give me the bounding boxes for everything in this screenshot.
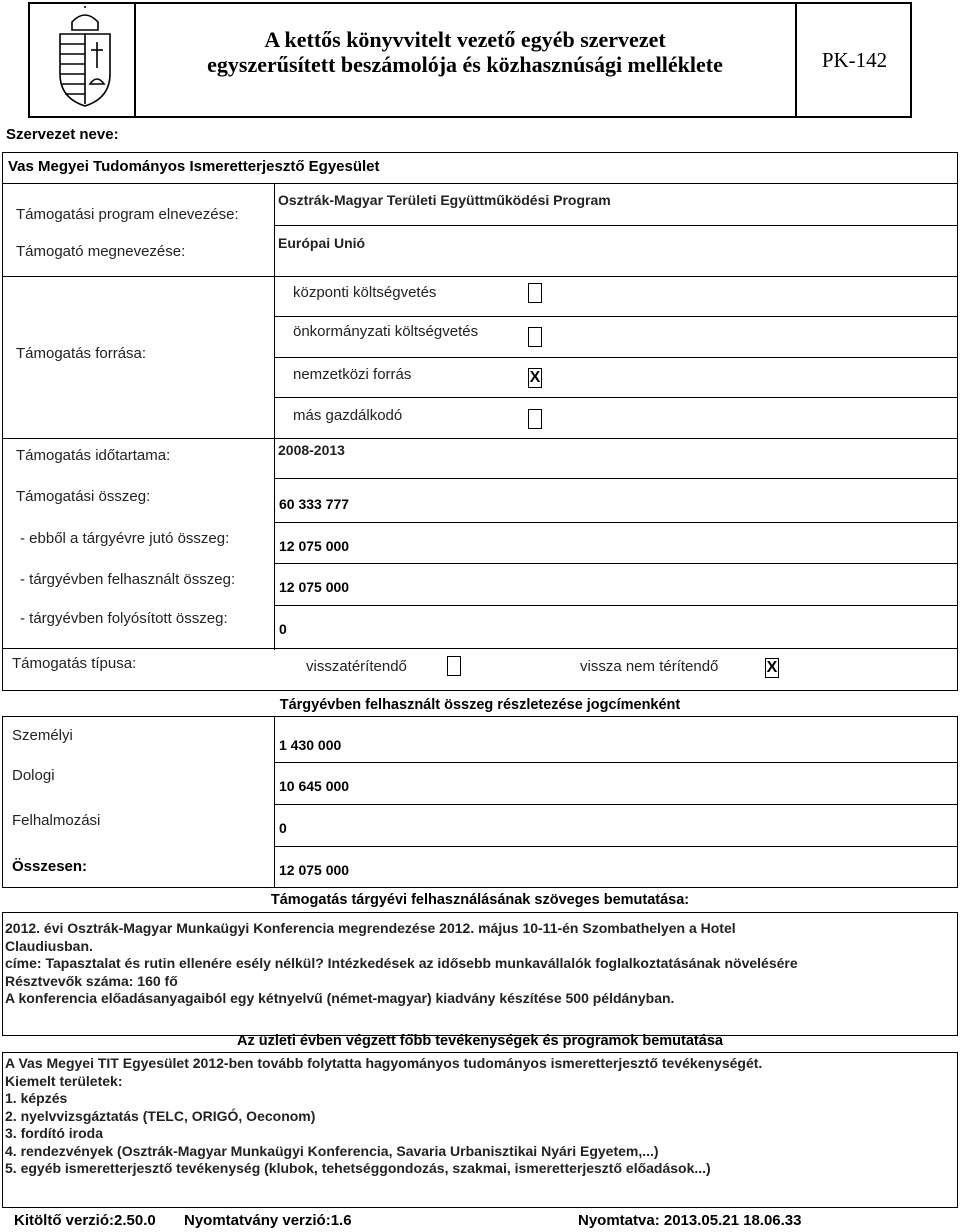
breakdown-heading: Tárgyévben felhasznált összeg részletezése jogcímenként <box>279 697 681 713</box>
footer-printed: Nyomtatva: 2013.05.21 18.06.33 <box>578 1212 802 1229</box>
activities-line: 2. nyelvvizsgáztatás (TELC, ORIGÓ, Oeconom) <box>5 1107 316 1124</box>
checkbox-municipal[interactable] <box>528 327 542 347</box>
duration-label: Támogatás időtartama: <box>16 447 171 464</box>
activities-line: A Vas Megyei TIT Egyesület 2012-ben tovább folytatta hagyományos tudományos ismeretterjesztő tevékenységét. <box>5 1055 763 1071</box>
usage-line: Résztvevők száma: 160 fő <box>5 972 178 989</box>
checkbox-other[interactable] <box>528 409 542 429</box>
breakdown-label-personal: Személyi <box>12 727 73 744</box>
org-label: Szervezet neve: <box>6 126 119 143</box>
activities-line: 3. fordító iroda <box>5 1125 103 1141</box>
breakdown-value-personal: 1 430 000 <box>279 737 342 753</box>
usage-line: 2012. évi Osztrák-Magyar Munkaügyi Konferencia megrendezése 2012. május 10-11-én Szombathelyen a Hotel <box>5 920 736 936</box>
form-title <box>136 27 794 77</box>
duration-value: 2008-2013 <box>278 442 345 458</box>
amount-label-disbursed: - tárgyévben folyósított összeg: <box>20 610 228 627</box>
amount-label-total: Támogatási összeg: <box>16 488 151 505</box>
checkbox-nonrefundable[interactable]: X <box>766 659 778 676</box>
activities-line: Kiemelt területek: <box>5 1072 123 1089</box>
activities-line: 4. rendezvények (Osztrák-Magyar Munkaügyi Konferencia, Savaria Urbanisztikai Nyári Egyetem,...) <box>5 1142 659 1159</box>
amount-label-year: - ebből a tárgyévre jutó összeg: <box>20 530 230 547</box>
amount-value-total: 60 333 777 <box>279 496 350 512</box>
coat-of-arms-icon <box>52 6 118 110</box>
amount-value-year: 12 075 000 <box>279 538 350 554</box>
supporter-value: Európai Unió <box>278 235 366 251</box>
source-option-municipal: önkormányzati költségvetés <box>293 323 479 340</box>
usage-heading: Támogatás tárgyévi felhasználásának szöveges bemutatása: <box>270 892 690 908</box>
breakdown-label-capital: Felhalmozási <box>12 812 101 829</box>
type-nonrefundable-label: vissza nem térítendő <box>580 658 719 675</box>
checkbox-refundable[interactable] <box>447 656 461 676</box>
activities-line: 1. képzés <box>5 1090 68 1106</box>
usage-line: Claudiusban. <box>5 937 93 954</box>
source-option-central: központi költségvetés <box>293 284 437 301</box>
breakdown-value-capital: 0 <box>279 820 287 836</box>
source-option-international: nemzetközi forrás <box>293 366 412 383</box>
activities-line: 5. egyéb ismeretterjesztő tevékenység (klubok, tehetséggondozás, szakmai, ismeretterjesztő előadások...) <box>5 1160 711 1176</box>
program-label: Támogatási program elnevezése: <box>16 206 239 223</box>
form-code: PK-142 <box>821 48 888 72</box>
program-value: Osztrák-Magyar Területi Együttműködési Program <box>278 192 611 208</box>
usage-line: címe: Tapasztalat és rutin ellenére esély nélkül? Intézkedések az idősebb munkavállalók foglalkoztatásának növelésére <box>5 955 798 971</box>
footer-form-version: Nyomtatvány verzió:1.6 <box>184 1212 352 1229</box>
breakdown-label-material: Dologi <box>12 767 55 784</box>
breakdown-total-label: Összesen: <box>12 858 88 875</box>
activities-text <box>5 1055 762 1178</box>
type-refundable-label: visszatérítendő <box>306 658 407 675</box>
amount-label-used: - tárgyévben felhasznált összeg: <box>20 571 236 588</box>
checkbox-central[interactable] <box>528 283 542 303</box>
source-option-other: más gazdálkodó <box>293 407 403 424</box>
type-label: Támogatás típusa: <box>12 655 137 672</box>
source-label: Támogatás forrása: <box>16 345 147 362</box>
amount-value-disbursed: 0 <box>279 621 287 637</box>
checkbox-international[interactable]: X <box>529 369 541 386</box>
title-line-2: egyszerűsített beszámolója és közhasznúsági melléklete <box>207 52 723 77</box>
breakdown-box <box>2 716 958 888</box>
amount-value-used: 12 075 000 <box>279 579 350 595</box>
usage-line: A konferencia előadásanyagaiból egy kétnyelvű (német-magyar) kiadvány készítése 500 példányban. <box>5 990 675 1006</box>
breakdown-value-material: 10 645 000 <box>279 778 350 794</box>
activities-heading: Az üzleti évben végzett főbb tevékenységek és programok bemutatása <box>237 1033 723 1049</box>
org-name: Vas Megyei Tudományos Ismeretterjesztő Egyesület <box>8 158 380 175</box>
usage-text <box>5 920 798 1008</box>
title-line-1: A kettős könyvvitelt vezető egyéb szervezet <box>264 27 666 52</box>
supporter-label: Támogató megnevezése: <box>16 243 186 260</box>
footer-filler-version: Kitöltő verzió:2.50.0 <box>14 1212 156 1229</box>
breakdown-total-value: 12 075 000 <box>279 862 350 878</box>
